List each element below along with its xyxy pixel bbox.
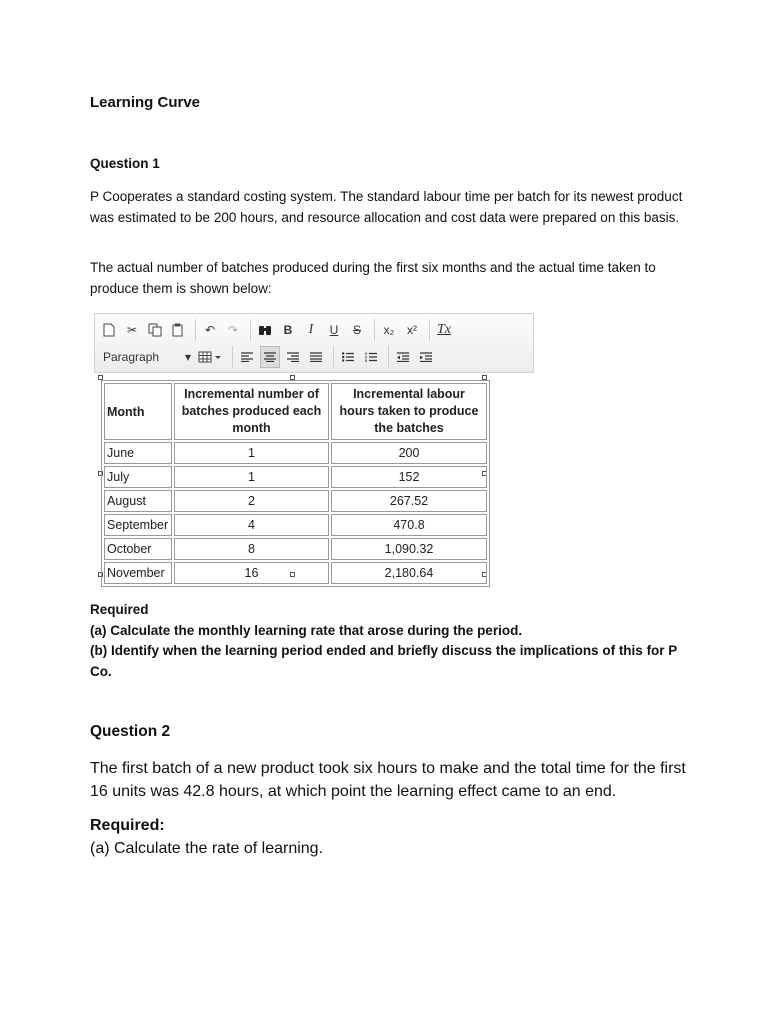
toolbar-separator: [232, 346, 233, 368]
bullet-list-icon[interactable]: [338, 346, 358, 368]
cut-icon[interactable]: ✂: [126, 323, 138, 337]
requirement-b: (b) Identify when the learning period ended and briefly discuss the implications of this for P Co.: [90, 643, 678, 679]
outdent-icon[interactable]: [393, 346, 413, 368]
question-1-heading: Question 1: [90, 156, 160, 171]
question-1-paragraph-2: The actual number of batches produced during the first six months and the actual time taken to produce them is shown below:: [90, 260, 656, 296]
table-icon[interactable]: [195, 346, 225, 368]
table-cell-hours[interactable]: 2,180.64: [331, 562, 487, 584]
table-cell-hours[interactable]: 1,090.32: [331, 538, 487, 560]
table-row: [104, 466, 487, 488]
table-cell-batches[interactable]: 2: [174, 490, 329, 512]
underline-icon[interactable]: U: [329, 323, 339, 337]
toolbar-separator: [374, 319, 375, 341]
table-cell-hours[interactable]: 200: [331, 442, 487, 464]
chevron-down-icon: ▾: [184, 350, 191, 364]
question-1-requirements: [90, 600, 680, 682]
find-icon[interactable]: [255, 319, 275, 341]
table-cell-month[interactable]: July: [104, 466, 172, 488]
table-row: [104, 562, 487, 584]
superscript-icon[interactable]: x²: [407, 323, 417, 337]
question-2-requirement-a: (a) Calculate the rate of learning.: [90, 840, 324, 857]
table-header-row: [104, 383, 487, 440]
document-title: Learning Curve: [90, 94, 201, 111]
table-cell-hours[interactable]: 470.8: [331, 514, 487, 536]
bold-icon[interactable]: B: [283, 323, 293, 337]
table-row: [104, 442, 487, 464]
indent-icon[interactable]: [416, 346, 436, 368]
clear-formatting-icon[interactable]: Tx: [437, 322, 451, 337]
table-header-batches: Incremental number of batches produced each month: [174, 383, 329, 440]
strikethrough-icon[interactable]: S: [352, 323, 361, 337]
table-row: [104, 514, 487, 536]
table-cell-hours[interactable]: 152: [331, 466, 487, 488]
table-cell-batches[interactable]: 16: [174, 562, 329, 584]
table-cell-batches[interactable]: 1: [174, 466, 329, 488]
toolbar-separator: [195, 319, 196, 341]
align-center-icon[interactable]: [260, 346, 280, 368]
table-cell-month[interactable]: November: [104, 562, 172, 584]
format-select-value: Paragraph: [103, 350, 160, 364]
required-label: Required: [90, 602, 149, 617]
question-1-paragraph-1: P Cooperates a standard costing system. The standard labour time per batch for its newest product was estimated to be 200 hours, and resource allocation and cost data were prepared on this basis.: [90, 189, 683, 225]
redo-icon[interactable]: ↷: [227, 323, 239, 337]
paste-icon[interactable]: [168, 319, 188, 341]
table-cell-month[interactable]: August: [104, 490, 172, 512]
justify-icon[interactable]: [306, 346, 326, 368]
table-cell-batches[interactable]: 4: [174, 514, 329, 536]
toolbar-row-2: [99, 344, 439, 370]
undo-icon[interactable]: ↶: [204, 323, 216, 337]
subscript-icon[interactable]: x₂: [383, 323, 395, 337]
toolbar-separator: [250, 319, 251, 341]
batches-table[interactable]: [101, 380, 490, 587]
table-cell-hours[interactable]: 267.52: [331, 490, 487, 512]
rich-text-editor[interactable]: [94, 313, 534, 585]
question-2-required-label: Required:: [90, 817, 165, 834]
toolbar-separator: [388, 346, 389, 368]
requirement-a: (a) Calculate the monthly learning rate that arose during the period.: [90, 622, 523, 638]
editor-toolbar: [94, 313, 534, 373]
numbered-list-icon[interactable]: [361, 346, 381, 368]
question-2-heading: Question 2: [90, 723, 171, 740]
align-right-icon[interactable]: [283, 346, 303, 368]
format-select[interactable]: [99, 346, 195, 368]
italic-icon[interactable]: I: [308, 322, 314, 337]
table-header-hours: Incremental labour hours taken to produce the batches: [331, 383, 487, 440]
table-cell-month[interactable]: October: [104, 538, 172, 560]
new-document-icon[interactable]: [99, 319, 119, 341]
table-cell-batches[interactable]: 8: [174, 538, 329, 560]
table-cell-month[interactable]: September: [104, 514, 172, 536]
table-row: [104, 490, 487, 512]
toolbar-row-1: [99, 317, 457, 343]
table-cell-month[interactable]: June: [104, 442, 172, 464]
align-left-icon[interactable]: [237, 346, 257, 368]
question-2-paragraph: The first batch of a new product took six hours to make and the total time for the first 16 units was 42.8 hours, at which point the learning effect came to an end.: [90, 760, 686, 800]
toolbar-separator: [333, 346, 334, 368]
toolbar-separator: [429, 319, 430, 341]
copy-icon[interactable]: [145, 319, 165, 341]
table-row: [104, 538, 487, 560]
table-header-month: Month: [104, 383, 172, 440]
table-cell-batches[interactable]: 1: [174, 442, 329, 464]
